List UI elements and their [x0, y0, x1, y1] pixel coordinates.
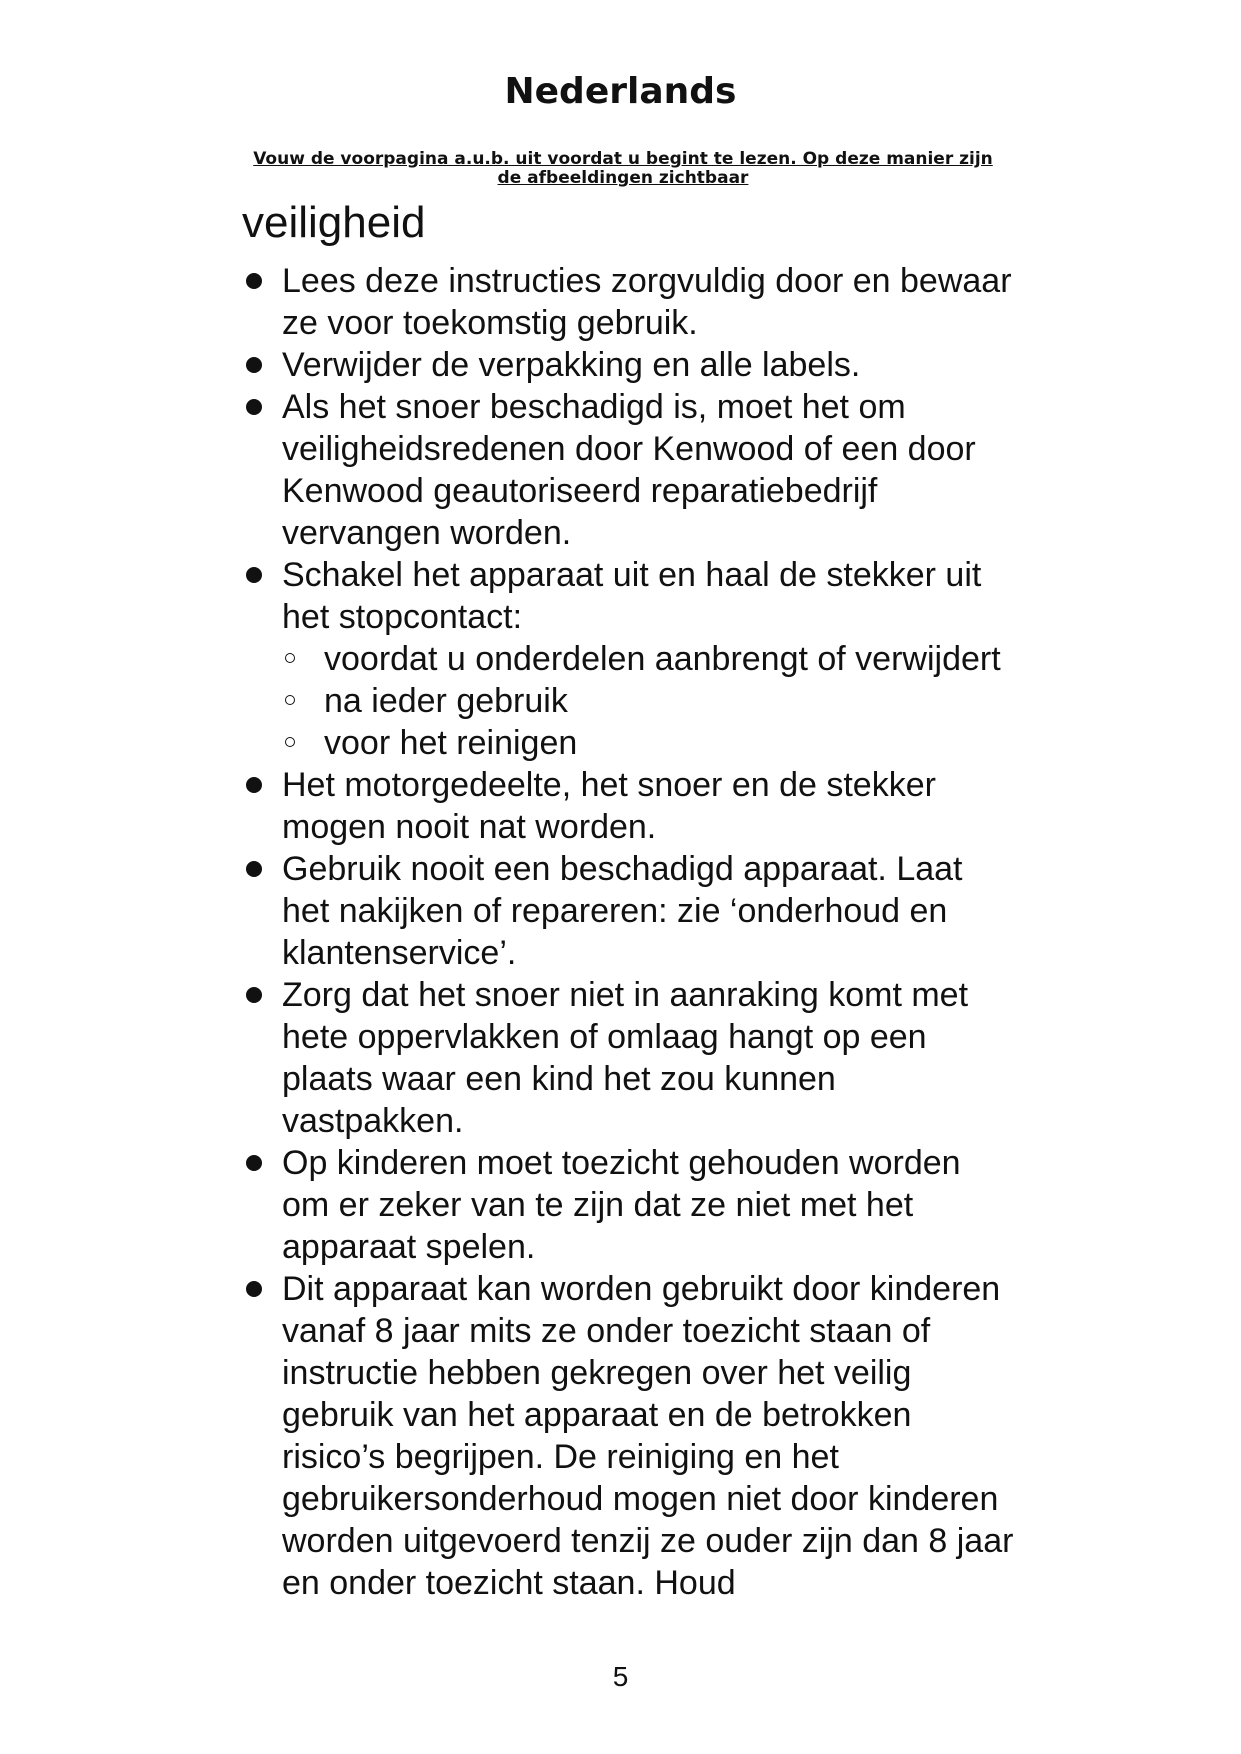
- bullet-dot-icon: [246, 777, 262, 793]
- sub-bullet-text: voor het reinigen: [324, 724, 578, 762]
- sub-bullet-item: [282, 680, 1014, 722]
- bullet-item: [244, 764, 1014, 848]
- bullet-list: [244, 260, 1014, 1604]
- bullet-dot-icon: [246, 399, 262, 415]
- bullet-text: Dit apparaat kan worden gebruikt door kinderen vanaf 8 jaar mits ze onder toezicht staan of instructie hebben gekregen over het veilig gebruik van het apparaat en de betrokken risico’s begrijpen. De reiniging en het gebruikersonderhoud mogen niet door kinderen worden uitgevoerd tenzij ze ouder zijn dan 8 jaar en onder toezicht staan. Houd: [282, 1270, 1014, 1602]
- sub-bullet-text: na ieder gebruik: [324, 682, 568, 720]
- hollow-circle-icon: [285, 737, 295, 747]
- page-number: 5: [612, 1661, 629, 1692]
- bullet-item: [244, 260, 1014, 344]
- section-heading: veiligheid: [242, 198, 426, 247]
- sub-bullet-text: voordat u onderdelen aanbrengt of verwijdert: [324, 640, 1001, 678]
- bullet-text: Zorg dat het snoer niet in aanraking komt met hete oppervlakken of omlaag hangt op een plaats waar een kind het zou kunnen vastpakken.: [282, 976, 969, 1140]
- bullet-text: Gebruik nooit een beschadigd apparaat. Laat het nakijken of repareren: zie ‘onderhoud en klantenservice’.: [282, 850, 963, 972]
- page-title: Nederlands: [504, 71, 737, 112]
- fold-out-notice: Vouw de voorpagina a.u.b. uit voordat u begint te lezen. Op deze manier zijn de afbeeldingen zichtbaar: [253, 149, 993, 188]
- bullet-dot-icon: [246, 1281, 262, 1297]
- bullet-text: Lees deze instructies zorgvuldig door en bewaar ze voor toekomstig gebruik.: [282, 262, 1012, 342]
- sub-bullet-item: [282, 638, 1014, 680]
- bullet-item: [244, 554, 1014, 764]
- sub-bullet-list: [282, 638, 1014, 764]
- bullet-dot-icon: [246, 1155, 262, 1171]
- bullet-dot-icon: [246, 273, 262, 289]
- bullet-dot-icon: [246, 861, 262, 877]
- bullet-item: [244, 1268, 1014, 1604]
- hollow-circle-icon: [285, 695, 295, 705]
- bullet-text: Als het snoer beschadigd is, moet het om veiligheidsredenen door Kenwood of een door Kenwood geautoriseerd reparatiebedrijf vervangen worden.: [282, 388, 976, 552]
- bullet-text: Schakel het apparaat uit en haal de stekker uit het stopcontact:: [282, 556, 982, 636]
- bullet-item: [244, 1142, 1014, 1268]
- bullet-dot-icon: [246, 987, 262, 1003]
- hollow-circle-icon: [285, 653, 295, 663]
- bullet-item: [244, 344, 1014, 386]
- bullet-item: [244, 974, 1014, 1142]
- safety-instructions: [244, 260, 1014, 1604]
- sub-bullet-item: [282, 722, 1014, 764]
- bullet-item: [244, 386, 1014, 554]
- bullet-text: Verwijder de verpakking en alle labels.: [282, 346, 861, 384]
- bullet-dot-icon: [246, 567, 262, 583]
- bullet-item: [244, 848, 1014, 974]
- bullet-text: Op kinderen moet toezicht gehouden worden om er zeker van te zijn dat ze niet met het apparaat spelen.: [282, 1144, 961, 1266]
- bullet-text: Het motorgedeelte, het snoer en de stekker mogen nooit nat worden.: [282, 766, 936, 846]
- bullet-dot-icon: [246, 357, 262, 373]
